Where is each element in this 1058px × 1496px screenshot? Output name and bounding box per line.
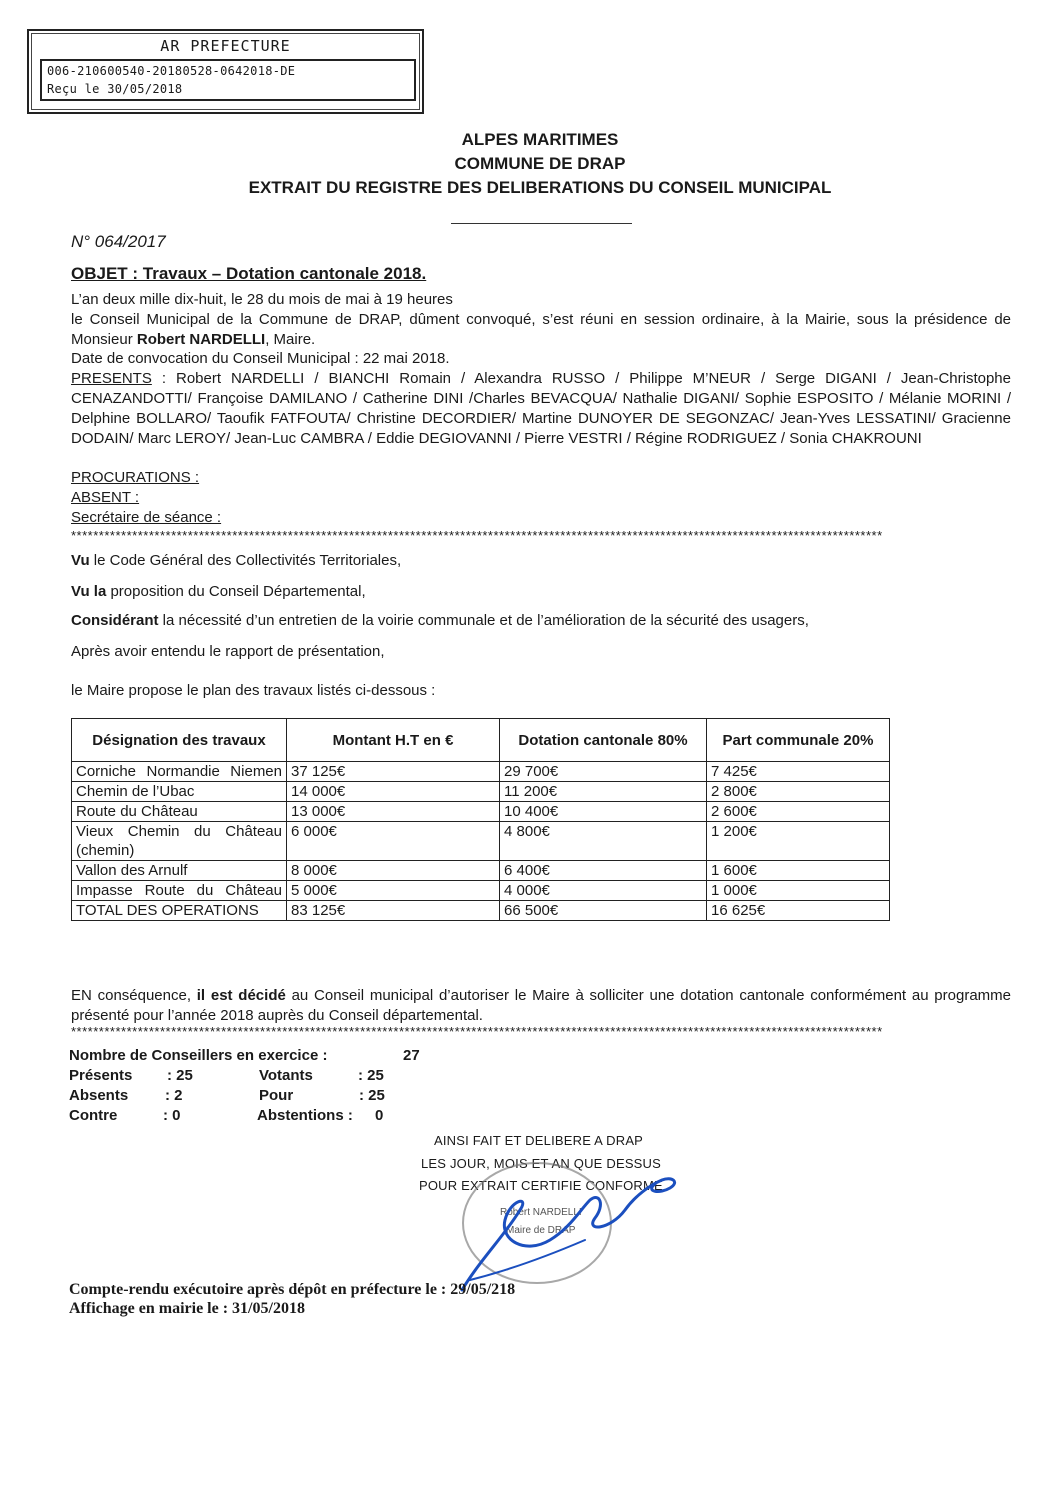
posting-notice: Affichage en mairie le : 31/05/2018 bbox=[69, 1300, 305, 1317]
convocation-date: Date de convocation du Conseil Municipal : 22 mai 2018. bbox=[71, 350, 450, 367]
stamp-title: AR PREFECTURE bbox=[160, 37, 291, 55]
mayor-title: , Maire. bbox=[265, 331, 316, 348]
presents-vote-label: Présents bbox=[69, 1067, 133, 1084]
contre-label: Contre bbox=[69, 1107, 118, 1124]
session-date: L’an deux mille dix-huit, le 28 du mois de mai à 19 heures bbox=[71, 291, 453, 308]
table-row bbox=[72, 861, 890, 881]
works-table bbox=[71, 718, 890, 921]
vu-proposition-bold: Vu la bbox=[71, 583, 107, 600]
procurations-label: PROCURATIONS : bbox=[71, 469, 200, 486]
session-convening-text: le Conseil Municipal de la Commune de DRAP, dûment convoqué, s’est réuni en session ordinaire, à la Mairie, sous la présidence de Monsieur bbox=[71, 311, 1011, 348]
table-cell: 1 200€ bbox=[707, 822, 890, 861]
decision-bold: il est décidé bbox=[196, 987, 286, 1004]
table-row bbox=[72, 782, 890, 802]
table-cell: TOTAL DES OPERATIONS bbox=[72, 901, 287, 921]
header-commune: COMMUNE DE DRAP bbox=[454, 154, 626, 173]
contre-value: : 0 bbox=[163, 1107, 181, 1124]
header-divider bbox=[451, 223, 632, 224]
decision-paragraph bbox=[71, 986, 1011, 1026]
table-row bbox=[72, 881, 890, 901]
stamp-received-date: Reçu le 30/05/2018 bbox=[47, 82, 183, 96]
table-cell: 6 000€ bbox=[287, 822, 500, 861]
executory-notice: Compte-rendu exécutoire après dépôt en préfecture le : 29/05/218 bbox=[69, 1281, 516, 1298]
table-cell: 1 000€ bbox=[707, 881, 890, 901]
table-row bbox=[72, 762, 890, 782]
table-cell: 4 800€ bbox=[500, 822, 707, 861]
ar-prefecture-stamp bbox=[27, 29, 424, 114]
table-cell: Chemin de l’Ubac bbox=[72, 782, 287, 802]
decision-text: au Conseil municipal d’autoriser le Maire à solliciter une dotation cantonale conformément au programme présenté pour l’année 2018 auprès du Conseil départemental. bbox=[71, 987, 1011, 1024]
table-row bbox=[72, 822, 890, 861]
handwritten-signature-icon bbox=[450, 1140, 690, 1300]
table-cell: 16 625€ bbox=[707, 901, 890, 921]
table-header-row bbox=[72, 719, 890, 762]
table-cell: 2 800€ bbox=[707, 782, 890, 802]
considerant-bold: Considérant bbox=[71, 612, 159, 629]
presents-label: PRESENTS bbox=[71, 370, 152, 387]
vu-code-general-text: le Code Général des Collectivités Territoriales, bbox=[89, 552, 402, 569]
decision-prefix: EN conséquence, bbox=[71, 987, 197, 1004]
table-cell: 8 000€ bbox=[287, 861, 500, 881]
table-cell: Vallon des Arnulf bbox=[72, 861, 287, 881]
signature-line-2: LES JOUR, MOIS ET AN QUE DESSUS bbox=[421, 1156, 662, 1171]
header-title: EXTRAIT DU REGISTRE DES DELIBERATIONS DU CONSEIL MUNICIPAL bbox=[248, 178, 832, 197]
table-cell: 13 000€ bbox=[287, 802, 500, 822]
considerant bbox=[71, 612, 809, 629]
signature-line-1: AINSI FAIT ET DELIBERE A DRAP bbox=[434, 1133, 644, 1148]
table-cell: 5 000€ bbox=[287, 881, 500, 901]
table-cell: 83 125€ bbox=[287, 901, 500, 921]
maire-propose: le Maire propose le plan des travaux listés ci-dessous : bbox=[71, 682, 436, 699]
seal-mayor-title: Maire de DRAP bbox=[506, 1225, 576, 1236]
secretary-label: Secrétaire de séance : bbox=[71, 509, 222, 526]
vu-proposition-text: proposition du Conseil Départemental, bbox=[106, 583, 366, 600]
table-cell: 66 500€ bbox=[500, 901, 707, 921]
stamp-reference-box bbox=[40, 59, 416, 101]
vu-code-general bbox=[71, 552, 401, 569]
absents-value: : 2 bbox=[165, 1087, 183, 1104]
table-cell: 11 200€ bbox=[500, 782, 707, 802]
presents-vote-value: : 25 bbox=[167, 1067, 193, 1084]
stamp-reference-number: 006-210600540-20180528-0642018-DE bbox=[47, 64, 296, 78]
table-cell: 6 400€ bbox=[500, 861, 707, 881]
conseillers-exercice-value: 27 bbox=[403, 1047, 420, 1064]
column-header-dotation: Dotation cantonale 80% bbox=[500, 719, 707, 762]
separator-stars: ************************************************************************************************************************************************** bbox=[71, 1024, 883, 1039]
deliberation-number: N° 064/2017 bbox=[71, 232, 166, 251]
table-cell: Impasse Route du Château bbox=[72, 881, 287, 901]
separator-stars: ************************************************************************************************************************************************** bbox=[71, 528, 883, 543]
pour-label: Pour bbox=[259, 1087, 294, 1104]
table-cell: 7 425€ bbox=[707, 762, 890, 782]
votants-label: Votants bbox=[259, 1067, 313, 1084]
table-cell: 1 600€ bbox=[707, 861, 890, 881]
seal-mayor-name: Robert NARDELLI bbox=[500, 1207, 582, 1218]
table-row bbox=[72, 802, 890, 822]
table-cell: Route du Château bbox=[72, 802, 287, 822]
table-cell: 37 125€ bbox=[287, 762, 500, 782]
absents-label: Absents bbox=[69, 1087, 129, 1104]
header-department: ALPES MARITIMES bbox=[461, 130, 619, 149]
pour-value: : 25 bbox=[359, 1087, 385, 1104]
table-cell: 14 000€ bbox=[287, 782, 500, 802]
table-cell: 2 600€ bbox=[707, 802, 890, 822]
absent-label: ABSENT : bbox=[71, 489, 140, 506]
column-header-designation: Désignation des travaux bbox=[72, 719, 287, 762]
conseillers-exercice-label: Nombre de Conseillers en exercice : bbox=[69, 1047, 328, 1064]
column-header-part-communale: Part communale 20% bbox=[707, 719, 890, 762]
deliberation-object: OBJET : Travaux – Dotation cantonale 2018. bbox=[71, 264, 427, 283]
table-cell: 10 400€ bbox=[500, 802, 707, 822]
table-total-row bbox=[72, 901, 890, 921]
abstentions-label: Abstentions : bbox=[257, 1107, 353, 1124]
considerant-text: la nécessité d’un entretien de la voirie communale et de l’amélioration de la sécurité des usagers, bbox=[158, 612, 809, 629]
apres-rapport: Après avoir entendu le rapport de présentation, bbox=[71, 643, 385, 660]
signature-line-3: POUR EXTRAIT CERTIFIE CONFORME bbox=[419, 1178, 663, 1193]
vu-code-general-bold: Vu bbox=[71, 552, 90, 569]
table-cell: Corniche Normandie Niemen bbox=[72, 762, 287, 782]
votants-value: : 25 bbox=[358, 1067, 384, 1084]
presents-names: : Robert NARDELLI / BIANCHI Romain / Alexandra RUSSO / Philippe M’NEUR / Serge DIGANI / Jean-Christophe CENAZANDOTTI/ Françoise DAMILANO / Catherine DINI /Charles BEVACQUA/ Nathalie DIGANI/ Sophie ESPOSITO / Mélanie MORINI / Delphine BOLLARO/ Taoufik FATFOUTA/ Christine DECORDIER/ Martine DUNOYER DE SEGONZAC/ Jean-Yves LESSATINI/ Gracienne DODAIN/ Marc LEROY/ Jean-Luc CAMBRA / Eddie DEGIOVANNI / Pierre VESTRI / Régine RODRIGUEZ / Sonia CHAKROUNI bbox=[71, 370, 1011, 447]
column-header-montant: Montant H.T en € bbox=[287, 719, 500, 762]
session-convening bbox=[71, 310, 1011, 350]
vu-proposition bbox=[71, 583, 366, 600]
mayor-name: Robert NARDELLI bbox=[136, 331, 266, 348]
abstentions-value: 0 bbox=[375, 1107, 384, 1124]
table-cell: 29 700€ bbox=[500, 762, 707, 782]
table-cell: Vieux Chemin du Château (chemin) bbox=[72, 822, 287, 861]
presents-list bbox=[71, 369, 1011, 449]
table-cell: 4 000€ bbox=[500, 881, 707, 901]
